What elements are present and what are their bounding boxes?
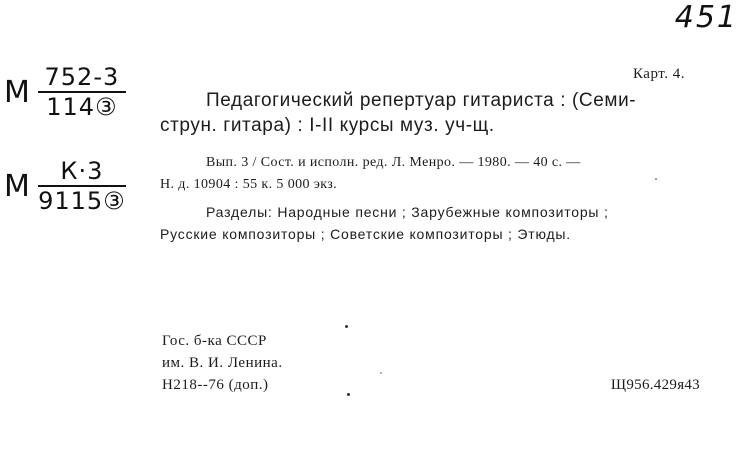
classification-mark: Щ956.429я43: [610, 377, 700, 393]
speck: [380, 372, 382, 374]
shelfmark-numerator: К·3: [60, 157, 104, 185]
library-line-1: Гос. б-ка СССР: [162, 333, 267, 349]
library-imprint: [162, 330, 283, 396]
sections-line-2: Русские композиторы ; Советские композиторы ; Этюды.: [160, 226, 571, 242]
shelfmark-prefix: М: [4, 168, 30, 204]
shelfmark-denominator: 9115③: [38, 187, 126, 215]
library-line-3: Н218--76 (доп.): [162, 377, 269, 393]
speck: [345, 325, 348, 328]
sections-line-1: Разделы: Народные песни ; Зарубежные композиторы ;: [206, 204, 609, 220]
title-line-1: Педагогический репертуар гитариста : (Семи-: [206, 90, 637, 111]
handwritten-number: 451: [674, 0, 738, 35]
shelfmark-fraction: [38, 64, 126, 120]
details-line-2: Н. д. 10904 : 55 к. 5 000 экз.: [160, 177, 338, 192]
sections-note: [160, 201, 705, 245]
publication-details: [160, 152, 705, 196]
shelfmark-prefix: М: [4, 74, 30, 110]
details-line-1: Вып. 3 / Сост. и исполн. ред. Л. Менро. — 1980. — 40 с. —: [206, 155, 581, 170]
card-number: Карт. 4.: [633, 66, 685, 82]
speck: [655, 178, 657, 180]
shelfmark-2: [4, 158, 126, 214]
title-line-2: струн. гитара) : I-II курсы муз. уч-щ.: [160, 115, 495, 136]
title-block: [160, 88, 700, 138]
shelfmark-fraction: [38, 158, 126, 214]
shelfmark-denominator: 114③: [46, 93, 118, 121]
shelfmark-numerator: 752-3: [44, 63, 120, 91]
shelfmark-1: [4, 64, 126, 120]
speck: [347, 393, 350, 396]
library-line-2: им. В. И. Ленина.: [162, 355, 283, 371]
